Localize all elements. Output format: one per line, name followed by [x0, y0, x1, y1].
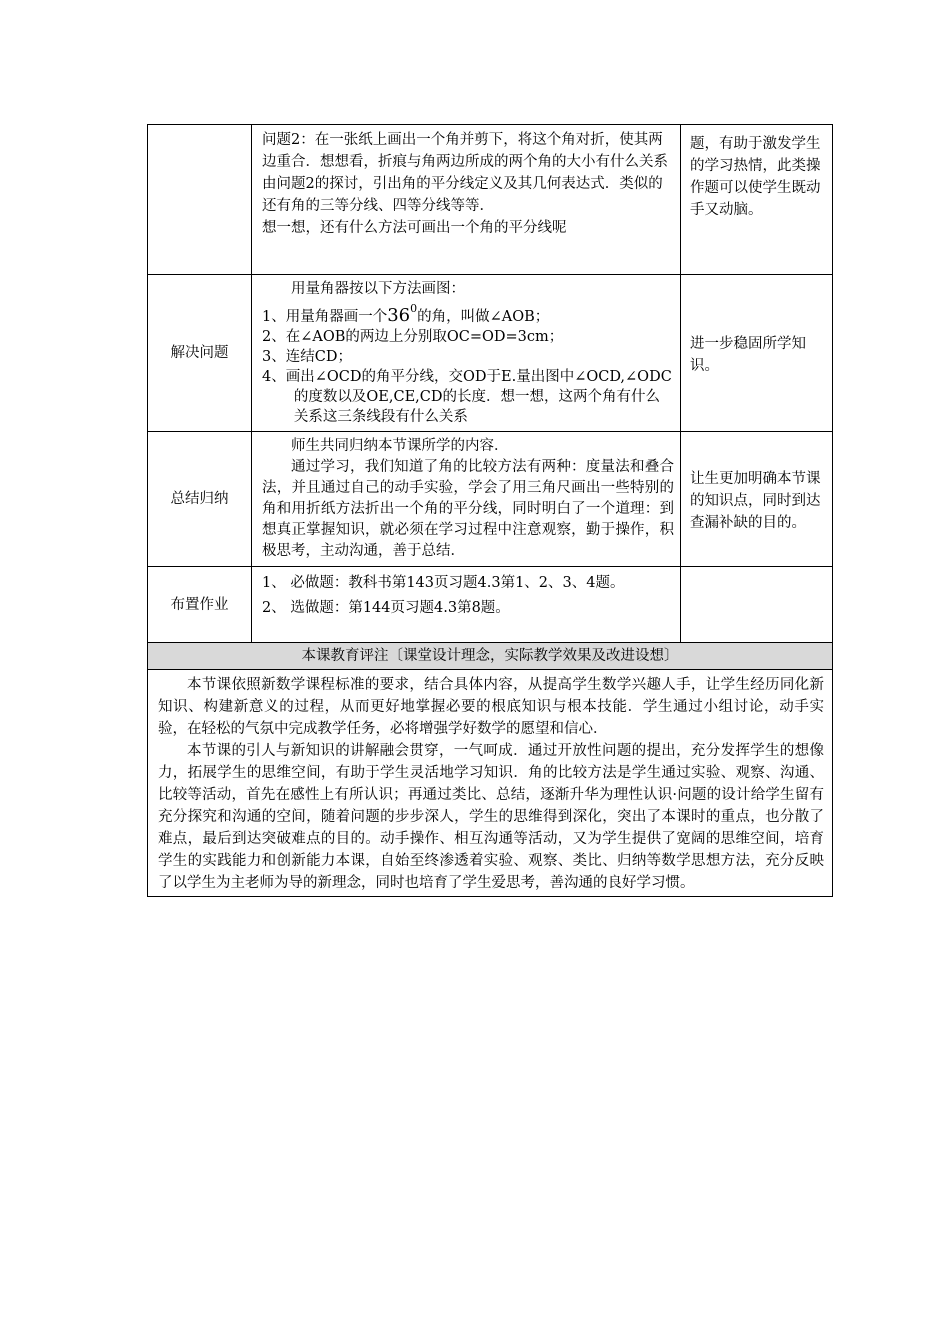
table-row-solve: [148, 275, 833, 432]
step1-suffix: 的角，叫做∠AOB；: [417, 309, 550, 325]
homework-item-1: 1、 必做题：教科书第143页习题4.3第1、2、3、4题。: [262, 575, 625, 591]
degree-sup: 0: [410, 302, 418, 315]
summary-note: 让生更加明确本节课的知识点，同时到达查漏补缺的目的。: [681, 432, 833, 567]
table-row-summary: [148, 432, 833, 567]
table-row-discussion: [148, 125, 833, 275]
solve-step-3: 3、连结CD；: [262, 349, 352, 365]
lesson-plan-table: [147, 124, 833, 897]
stage-label-summary: 总结归纳: [148, 432, 252, 567]
summary-p1: 师生共同归纳本节课所学的内容．: [291, 438, 509, 454]
solve-step-4: 4、画出∠OCD的角平分线，交OD于E.量出图中∠OCD,∠ODC的度数以及OE,CE,CD的长度．想一想，这两个角有什么关系这三条线段有什么关系: [262, 369, 672, 425]
angle-value: 36: [387, 305, 411, 326]
summary-content: [252, 432, 681, 567]
stage-label-homework: 布置作业: [148, 567, 252, 643]
bisector-definition-text: 由问题2的探讨，引出角的平分线定义及其几何表达式．类似的还有角的三等分线、四等分线等等．: [262, 176, 663, 214]
review-paragraph-1: 本节课依照新数学课程标准的要求，结合具体内容，从提高学生数学兴趣人手，让学生经历同化新知识、构建新意义的过程，从而更好地掌握必要的根底知识与根本技能．学生通过小组讨论，动手实验，在轻松的气氛中完成教学任务，必将增强学好数学的愿望和信心．: [158, 677, 824, 737]
step1-prefix: 1、用量角器画一个: [262, 309, 388, 325]
solve-intro: 用量角器按以下方法画图：: [291, 281, 465, 297]
review-paragraph-2: 本节课的引人与新知识的讲解融会贯穿，一气呵成．通过开放性问题的提出，充分发挥学生的想像力，拓展学生的思维空间，有助于学生灵活地学习知识．角的比较方法是学生通过实验、观察、沟通、比较等活动，首先在感性上有所认识；再通过类比、总结，逐渐升华为理性认识·问题的设计给学生留有充分探究和沟通的空间，随着问题的步步深人，学生的思维得到深化，突出了本课时的重点，也分散了难点，最后到达突破难点的目的。动手操作、相互沟通等活动，又为学生提供了宽阔的思维空间，培育学生的实践能力和创新能力本课，自始至终渗透着实验、观察、类比、归纳等数学思想方法，充分反映了以学生为主老师为导的新理念，同时也培育了学生爱思考，善沟通的良好学习惯。: [158, 743, 824, 891]
stage-label-solve: 解决问题: [148, 275, 252, 432]
summary-p2: 通过学习，我们知道了角的比较方法有两种：度量法和叠合法，并且通过自己的动手实验，学会了用三角尺画出一些特别的角和用折纸方法折出一个角的平分线，同时明白了一个道理：到想真正掌握知识，就必须在学习过程中注意观察，勤于操作，积极思考，主动沟通，善于总结．: [262, 459, 674, 559]
discussion-note: 题，有助于激发学生的学习热情，此类操作题可以使学生既动手又动脑。: [681, 125, 833, 275]
discussion-content: [252, 125, 681, 275]
stage-label-empty: [148, 125, 252, 275]
table-row-review-heading: [148, 643, 833, 670]
solve-step-1: [262, 299, 674, 327]
solve-note: 进一步稳固所学知识。: [681, 275, 833, 432]
review-heading: 本课教育评注〔课堂设计理念，实际教学效果及改进设想〕: [148, 643, 833, 670]
homework-note: [681, 567, 833, 643]
review-body: [148, 670, 833, 897]
question-2-text: 问题2：在一张纸上画出一个角并剪下，将这个角对折，使其两边重合．想想看，折痕与角两边所成的两个角的大小有什么关系: [262, 132, 668, 170]
solve-content: [252, 275, 681, 432]
solve-step-2: 2、在∠AOB的两边上分别取OC=OD=3cm；: [262, 329, 564, 345]
think-prompt-text: 想一想，还有什么方法可画出一个角的平分线呢: [262, 220, 567, 236]
homework-content: [252, 567, 681, 643]
table-row-review-body: [148, 670, 833, 897]
table-row-homework: [148, 567, 833, 643]
homework-item-2: 2、 选做题：第144页习题4.3第8题。: [262, 600, 510, 616]
